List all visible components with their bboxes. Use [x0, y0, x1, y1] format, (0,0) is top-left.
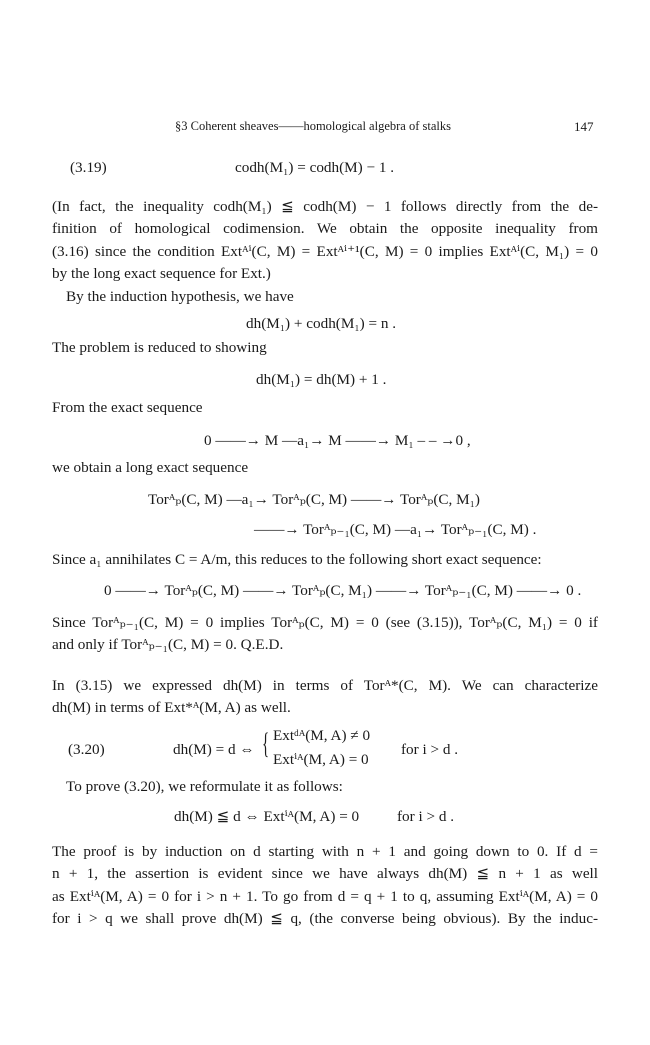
- tor-sequence-line-1: Torᴬₚ(C, M) —a₁→ Torᴬₚ(C, M) ——→ Torᴬₚ(C, M₁): [148, 491, 480, 508]
- paragraph-8-line-2: dh(M) in terms of Ext*ᴬ(M, A) as well.: [52, 699, 291, 716]
- paragraph-7-line-1: Since Torᴬₚ₋₁(C, M) = 0 implies Torᴬₚ(C, M) = 0 (see (3.15)), Torᴬₚ(C, M₁) = 0 if: [52, 614, 598, 631]
- page-number: 147: [574, 119, 594, 134]
- paragraph-10-line-3: as Extⁱᴬ(M, A) = 0 for i > n + 1. To go from d = q + 1 to q, assuming Extⁱᴬ(M, A) = 0: [52, 888, 598, 905]
- equation-reformulated: dh(M) ≦ d ⇔ Extⁱᴬ(M, A) = 0: [174, 808, 360, 825]
- equation-label-3-19: (3.19): [70, 159, 107, 176]
- paragraph-6: Since a₁ annihilates C = A/m, this reduces to the following short exact sequence:: [52, 551, 542, 568]
- paragraph-1-line-3: (3.16) since the condition Extᴬⁱ(C, M) = Extᴬⁱ⁺¹(C, M) = 0 implies Extᴬⁱ(C, M₁) = 0: [52, 243, 598, 260]
- paragraph-2: By the induction hypothesis, we have: [66, 288, 294, 305]
- paragraph-3: The problem is reduced to showing: [52, 339, 267, 356]
- short-exact-sequence: 0 ——→ Torᴬₚ(C, M) ——→ Torᴬₚ(C, M₁) ——→ Torᴬₚ₋₁(C, M) ——→ 0 .: [104, 582, 582, 599]
- paragraph-10-line-4: for i > q we shall prove dh(M) ≦ q, (the converse being obvious). By the induc-: [52, 910, 598, 927]
- paragraph-10-line-1: The proof is by induction on d starting with n + 1 and going down to 0. If d =: [52, 843, 598, 860]
- equation-3-20-bottom: Extⁱᴬ(M, A) = 0: [273, 751, 369, 768]
- equation-reformulated-condition: for i > d .: [397, 808, 455, 825]
- tor-sequence-line-2: ——→ Torᴬₚ₋₁(C, M) —a₁→ Torᴬₚ₋₁(C, M) .: [254, 521, 537, 538]
- paragraph-1-line-1: (In fact, the inequality codh(M₁) ≦ codh(M) − 1 follows directly from the de-: [52, 198, 598, 215]
- left-brace-icon: {: [262, 727, 270, 760]
- running-title: §3 Coherent sheaves——homological algebra of stalks: [175, 119, 451, 133]
- exact-sequence: 0 ——→ M —a₁→ M ——→ M₁ – – →0 ,: [204, 432, 471, 449]
- paragraph-8-line-1: In (3.15) we expressed dh(M) in terms of Torᴬ*(C, M). We can characterize: [52, 677, 598, 694]
- equation-label-3-20: (3.20): [68, 741, 105, 758]
- equation-3-20-top: Extᵈᴬ(M, A) ≠ 0: [273, 727, 371, 744]
- equation-3-20-lhs: dh(M) = d ⇔: [173, 741, 255, 758]
- equation-dh: dh(M₁) = dh(M) + 1 .: [256, 371, 387, 388]
- paragraph-9: To prove (3.20), we reformulate it as follows:: [66, 778, 343, 795]
- paragraph-7-line-2: and only if Torᴬₚ₋₁(C, M) = 0. Q.E.D.: [52, 636, 284, 653]
- paragraph-1-line-2: finition of homological codimension. We obtain the opposite inequality from: [52, 220, 598, 237]
- equation-3-19: codh(M₁) = codh(M) − 1 .: [235, 159, 395, 176]
- paragraph-1-line-4: by the long exact sequence for Ext.): [52, 265, 271, 282]
- page-header: [0, 119, 650, 139]
- equation-dh-codh: dh(M₁) + codh(M₁) = n .: [246, 315, 397, 332]
- paragraph-10-line-2: n + 1, the assertion is evident since we have always dh(M) ≦ n + 1 as well: [52, 865, 598, 882]
- paragraph-4: From the exact sequence: [52, 399, 203, 416]
- paragraph-5: we obtain a long exact sequence: [52, 459, 249, 476]
- equation-3-20-condition: for i > d .: [401, 741, 459, 758]
